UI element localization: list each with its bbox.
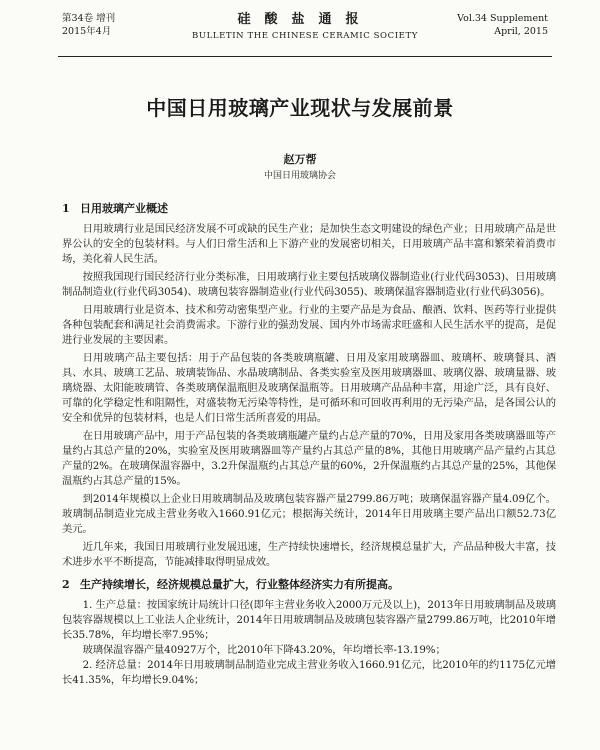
paragraph: 按照我国现行国民经济行业分类标准，日用玻璃行业主要包括玻璃仪器制造业(行业代码3053)、日用玻璃制品制造业(行业代码3054)、玻璃包装容器制造业(行业代码3055)、玻璃保温容器制造业(行业代码3056)。 xyxy=(62,271,556,298)
author-affiliation: 中国日用玻璃协会 xyxy=(263,171,336,181)
author-name: 赵万帮 xyxy=(283,153,317,166)
header-rule xyxy=(58,56,552,57)
section-number: 1 xyxy=(62,202,70,215)
article-body xyxy=(62,200,556,688)
article-title: 中国日用玻璃产业现状与发展前景 xyxy=(146,96,454,120)
paragraph: 日用玻璃行业是资本、技术和劳动密集型产业。行业的主要产品是为食品、酿酒、饮料、医药等行业提供各种包装配套和满足社会消费需求。下游行业的强劲发展、国内外市场需求旺盛和人民生活水平的提高，是促进行业发展的主要因素。 xyxy=(62,304,556,346)
paragraph: 在日用玻璃产品中，用于产品包装的各类玻璃瓶罐产量约占总产量的70%，日用及家用各类玻璃器皿等产量约占其总产量的20%，实验室及医用玻璃器皿等产量约占其总产量的8%，其他日用玻璃产品产量约占其总产量的2%。在玻璃保温容器中，3.2升保温瓶约占其总产量的60%，2升保温瓶约占其总产量的25%，其他保温瓶约占其总产量的15%。 xyxy=(62,430,556,487)
journal-name-en: BULLETIN THE CHINESE CERAMIC SOCIETY xyxy=(192,31,418,41)
paragraph: 2. 经济总量：2014年日用玻璃制品制造业完成主营业务收入1660.91亿元，比2010年的约1175亿元增长41.35%，年均增长9.04%； xyxy=(62,659,556,686)
section-number: 2 xyxy=(62,578,70,591)
paragraph: 到2014年规模以上企业日用玻璃制品及玻璃包装容器产量2799.86万吨；玻璃保温容器产量4.09亿个。玻璃制品制造业完成主营业务收入1660.91亿元；根据海关统计，2014年日用玻璃主要产品出口额52.73亿美元。 xyxy=(62,493,556,535)
paragraph: 1. 生产总量：按国家统计局统计口径(即年主营业务收入2000万元及以上)，2013年日用玻璃制品及玻璃包装容器规模以上工业法人企业统计，2014年日用玻璃制品及玻璃包装容器产量2799.86万吨，比2010年增长35.78%，年均增长率7.95%； xyxy=(62,599,556,641)
journal-name-cn: 硅酸盐通报 xyxy=(237,12,373,27)
section-title: 生产持续增长，经济规模总量扩大，行业整体经济实力有所提高。 xyxy=(80,578,399,591)
issue-date: 2015年4月 xyxy=(62,26,112,37)
paragraph: 日用玻璃产品主要包括：用于产品包装的各类玻璃瓶罐、日用及家用玻璃器皿、玻璃杯、玻璃餐具、酒具、水具、玻璃工艺品、玻璃装饰品、水晶玻璃制品、各类实验室及医用玻璃器皿、玻璃仪器、玻璃量器、玻璃烧器、太阳能玻璃管、各类玻璃保温瓶胆及玻璃保温瓶等。日用玻璃产品品种丰富，用途广泛，具有良好、可靠的化学稳定性和阻隔性，对盛装物无污染等特性，是可循环和可回收再利用的无污染产品，是各国公认的安全和优异的包装材料，也是人们日常生活所喜爱的用品。 xyxy=(62,352,556,424)
paragraph: 近几年来，我国日用玻璃行业发展迅速，生产持续快速增长，经济规模总量扩大，产品品种极大丰富，技术进步水平不断提高，节能减排取得明显成效。 xyxy=(62,541,556,568)
section-heading-1 xyxy=(62,200,556,218)
section-title: 日用玻璃产业概述 xyxy=(80,202,168,215)
section-heading-2 xyxy=(62,576,556,594)
volume-supplement: Vol.34 Supplement xyxy=(457,13,548,24)
paragraph: 玻璃保温容器产量40927万个，比2010年下降43.20%，年均增长率-13.19%； xyxy=(82,644,446,656)
issue-date-en: April, 2015 xyxy=(494,26,548,37)
paragraph: 日用玻璃行业是国民经济发展不可或缺的民生产业；是加快生态文明建设的绿色产业；日用玻璃产品是世界公认的安全的包装材料。与人们日常生活和上下游产业的发展密切相关，日用玻璃产品丰富和繁荣着消费市场，美化着人民生活。 xyxy=(62,223,556,265)
volume-issue: 第34卷 增刊 xyxy=(62,13,116,24)
volume-info-en xyxy=(457,12,548,38)
running-header xyxy=(62,12,548,54)
